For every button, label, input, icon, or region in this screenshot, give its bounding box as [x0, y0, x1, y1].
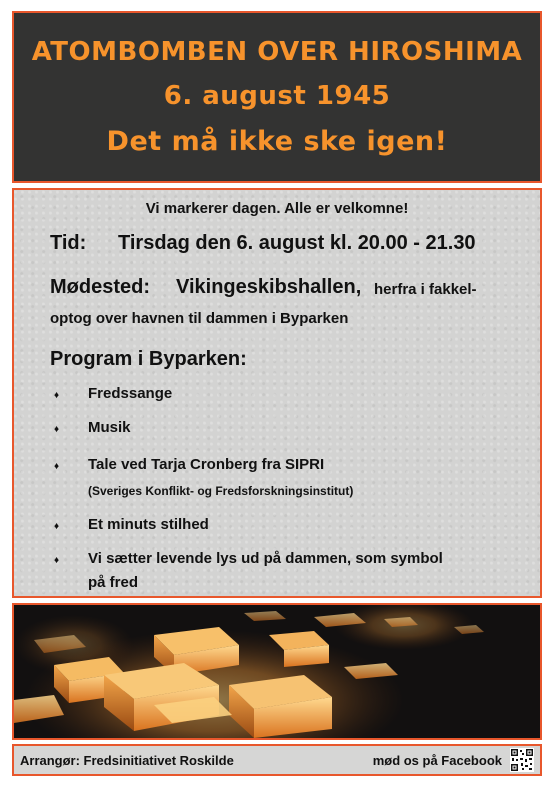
- headline-slogan: Det må ikke ske igen!: [106, 126, 448, 157]
- event-info-panel: [12, 188, 542, 598]
- program-item-songs: Fredssange: [88, 385, 173, 402]
- program-heading: Program i Byparken:: [50, 348, 247, 370]
- lanterns-photo: [12, 603, 542, 740]
- bullet-icon: ♦: [54, 390, 60, 401]
- time-label: Tid:: [50, 232, 87, 254]
- speaker-institute-note: (Sveriges Konflikt- og Fredsforskningsinstitut): [88, 484, 354, 498]
- bullet-icon: ♦: [54, 461, 60, 472]
- facebook-text: mød os på Facebook: [372, 753, 502, 768]
- program-item-music: Musik: [88, 419, 131, 436]
- meeting-details-line1: herfra i fakkel-: [374, 281, 477, 298]
- qr-code-icon: [510, 748, 534, 772]
- floating-lanterns-image: [14, 605, 540, 738]
- headline-title: ATOMBOMBEN OVER HIROSHIMA: [31, 37, 523, 67]
- meeting-details-line2: optog over havnen til dammen i Byparken: [50, 310, 349, 327]
- program-item-speech: Tale ved Tarja Cronberg fra SIPRI: [88, 456, 325, 473]
- bullet-icon: ♦: [54, 424, 60, 435]
- headline-date: 6. august 1945: [163, 81, 391, 111]
- welcome-text: Vi markerer dagen. Alle er velkomne!: [145, 200, 409, 217]
- meeting-place: Vikingeskibshallen,: [176, 276, 362, 298]
- footer-bar: [12, 744, 542, 776]
- organizer-text: Arrangør: Fredsinitiativet Roskilde: [20, 753, 234, 768]
- program-item-silence: Et minuts stilhed: [88, 516, 209, 533]
- header-banner: [12, 11, 542, 183]
- meeting-label: Mødested:: [50, 276, 150, 298]
- bullet-icon: ♦: [54, 521, 60, 532]
- program-item-candles: Vi sætter levende lys ud på dammen, som symbol: [88, 550, 443, 567]
- program-item-candles-line2: på fred: [88, 574, 139, 591]
- bullet-icon: ♦: [54, 555, 60, 566]
- time-value: Tirsdag den 6. august kl. 20.00 - 21.30: [118, 232, 476, 254]
